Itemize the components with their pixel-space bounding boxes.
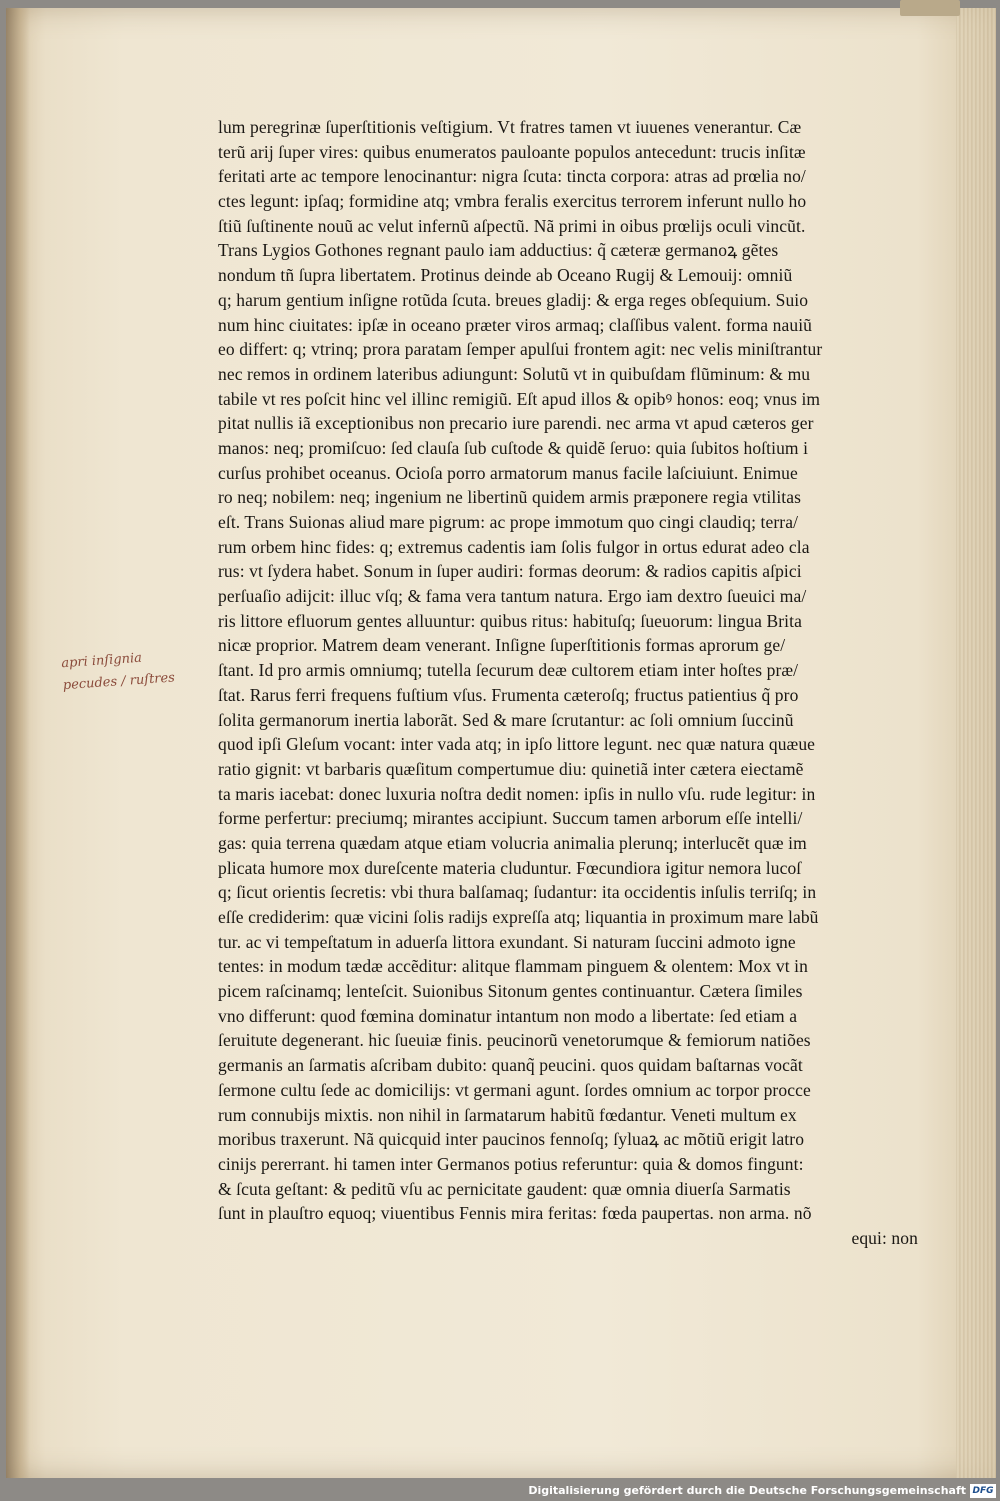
text-line: feritati arte ac tempore lenocinantur: nigra ſcuta: tincta corpora: atras ad prœlia no/ bbox=[218, 166, 806, 187]
text-line: nec remos in ordinem lateribus adiungunt: Solutũ vt in quibuſdam flũminum: & mu bbox=[218, 363, 811, 384]
text-line: & ſcuta geſtant: & peditũ vſu ac pernicitate gaudent: quæ omnia diuerſa Sarmatis bbox=[218, 1178, 791, 1199]
margin-note-line: apri inſignia bbox=[60, 650, 143, 672]
text-line: curſus prohibet oceanus. Ocioſa porro armatorum manus facile laſciuiunt. Enimue bbox=[218, 462, 798, 483]
dfg-logo-icon: DFG bbox=[970, 1484, 996, 1498]
text-line: lum peregrinæ ſuperſtitionis veſtigium. Vt fratres tamen vt iuuenes venerantur. Cæ bbox=[218, 117, 802, 137]
text-line: ſermone cultu ſede ac domicilijs: vt germani agunt. ſordes omnium ac torpor procce bbox=[218, 1079, 811, 1100]
text-line: vno differunt: quod fœmina dominatur intantum non modo a libertate: ſed etiam a bbox=[218, 1005, 798, 1026]
text-line: rum orbem hinc fides: q; extremus cadentis iam ſolis fulgor in ortus edurat adeo cla bbox=[218, 536, 810, 557]
bookmark-tab bbox=[900, 0, 960, 16]
text-line: ro neq; nobilem: neq; ingenium ne libertinũ quidem armis præponere regia vtilitas bbox=[218, 487, 802, 508]
text-line: ris littore efluorum gentes alluuntur: quibus ritus: habituſq; ſueuorum: lingua Brita bbox=[218, 610, 802, 631]
book-gutter bbox=[6, 8, 30, 1478]
text-line: nicæ proprior. Matrem deam venerant. Inſigne ſuperſtitionis formas aprorum ge/ bbox=[218, 635, 786, 656]
text-line: tabile vt res poſcit hinc vel illinc remigiũ. Eſt apud illos & opibꝰ honos: eoq; vnus im bbox=[218, 388, 821, 409]
main-text-block bbox=[218, 115, 918, 1251]
text-line: ſeruitute degenerant. hic ſueuiæ finis. peucinorũ venetorumque & femiorum natiões bbox=[218, 1030, 811, 1051]
text-line: germanis an ſarmatis aſcribam dubito: quanq̃ peucini. quos quidam baſtarnas vocãt bbox=[218, 1055, 803, 1076]
text-line: rus: vt ſydera habet. Sonum in ſuper audiri: formas deorum: & radios capitis aſpici bbox=[218, 561, 802, 582]
text-line: picem raſcinamq; lenteſcit. Suionibus Sitonum gentes continuantur. Cætera ſimiles bbox=[218, 981, 803, 1002]
text-line: tentes: in modum tædæ accẽditur: alitque flammam pinguem & olentem: Mox vt in bbox=[218, 956, 808, 977]
text-line: rum connubijs mixtis. non nihil in ſarmatarum habitũ fœdantur. Veneti multum ex bbox=[218, 1104, 797, 1125]
text-line: ſtant. Id pro armis omniumq; tutella ſecurum deæ cultorem etiam inter hoſtes præ/ bbox=[218, 660, 799, 681]
text-line: pitat nullis iã exceptionibus non precario iure parendi. nec arma vt apud cæteros ger bbox=[218, 413, 814, 434]
text-line: ſtiũ ſuſtinente nouũ ac velut infernũ aſpectũ. Nã primi in oibus prœlijs oculi vincũt. bbox=[218, 215, 806, 236]
text-line: terũ arij ſuper vires: quibus enumeratos pauloante populos antecedunt: trucis inſitæ bbox=[218, 141, 806, 162]
text-line: ta maris iacebat: donec luxuria noſtra dedit nomen: ipſis in nullo vſu. rude legitur: in bbox=[218, 783, 816, 804]
footer-bar bbox=[0, 1478, 1000, 1501]
text-line: quod ipſi Gleſum vocant: inter vada atq; in ipſo littore legunt. nec quæ natura quæue bbox=[218, 734, 816, 755]
text-line: ſtat. Rarus ferri frequens fuſtium vſus. Frumenta cæteroſq; fructus patientius q̃ pro bbox=[218, 684, 799, 705]
text-line: eo differt: q; vtrinq; prora paratam ſemper apulſui frontem agit: nec velis miniſtrantur bbox=[218, 339, 823, 360]
catchword: equi: non bbox=[851, 1227, 918, 1248]
text-line: eſſe crediderim: quæ vicini ſolis radijs expreſſa atq; liquantia in proximum mare labũ bbox=[218, 907, 819, 927]
page-edges bbox=[956, 8, 996, 1478]
text-line: eſt. Trans Suionas aliud mare pigrum: ac prope immotum quo cingi claudiq; terra/ bbox=[218, 512, 799, 532]
margin-note-line: pecudes / ruſtres bbox=[62, 670, 176, 694]
text-line: nondum tñ ſupra libertatem. Protinus deinde ab Oceano Rugij & Lemouij: omniũ bbox=[218, 265, 793, 286]
text-line: forme perfertur: preciumq; mirantes accipiunt. Succum tamen arborum eſſe intelli/ bbox=[218, 808, 803, 829]
text-line: ſunt in plauſtro equoq; viuentibus Fennis mira feritas: fœda paupertas. non arma. nõ bbox=[218, 1203, 812, 1224]
text-line: manos: neq; promiſcuo: ſed clauſa ſub cuſtode & quidẽ ſeruo: quia ſubitos hoſtium i bbox=[218, 437, 809, 458]
text-line: moribus traxerunt. Nã quicquid inter paucinos fennoſq; ſyluaꝝ ac mõtiũ erigit latro bbox=[218, 1129, 805, 1150]
text-line: Trans Lygios Gothones regnant paulo iam adductius: q̃ cæteræ germanoꝝ gẽtes bbox=[218, 240, 779, 261]
text-line: q; harum gentium inſigne rotũda ſcuta. breues gladij: & erga reges obſequium. Suio bbox=[218, 289, 809, 310]
text-line: q; ſicut orientis ſecretis: vbi thura balſamaq; ſudantur: ita occidentis inſulis terriſq; in bbox=[218, 882, 817, 903]
text-line: ſolita germanorum inertia laborãt. Sed & mare ſcrutantur: ac ſoli omnium ſuccinũ bbox=[218, 709, 794, 730]
text-line: plicata humore mox dureſcente materia cluduntur. Fœcundiora igitur nemora lucoſ bbox=[218, 857, 802, 878]
text-line: cinijs pererrant. hi tamen inter Germanos potius referuntur: quia & domos fingunt: bbox=[218, 1153, 804, 1174]
text-line: tur. ac vi tempeſtatum in aduerſa littora exundant. Si naturam ſuccini admoto igne bbox=[218, 931, 796, 952]
text-line: num hinc ciuitates: ipſæ in oceano præter viros armaq; claſſibus valent. forma nauiũ bbox=[218, 314, 813, 335]
funding-credit: Digitalisierung gefördert durch die Deutsche Forschungsgemeinschaft bbox=[528, 1484, 966, 1497]
text-line: gas: quia terrena quædam atque etiam volucria animalia plerunq; interlucẽt quæ im bbox=[218, 832, 807, 853]
text-line: ctes legunt: ipſaq; formidine atq; vmbra feralis exercitus terrorem inferunt nullo ho bbox=[218, 191, 807, 212]
text-line: perſuaſio adijcit: illuc vſq; & fama vera tantum natura. Ergo iam dextro ſueuici ma/ bbox=[218, 586, 807, 607]
text-line: ratio gignit: vt barbaris quæſitum compertumue diu: quinetiã inter cætera eiectamẽ bbox=[218, 758, 804, 779]
